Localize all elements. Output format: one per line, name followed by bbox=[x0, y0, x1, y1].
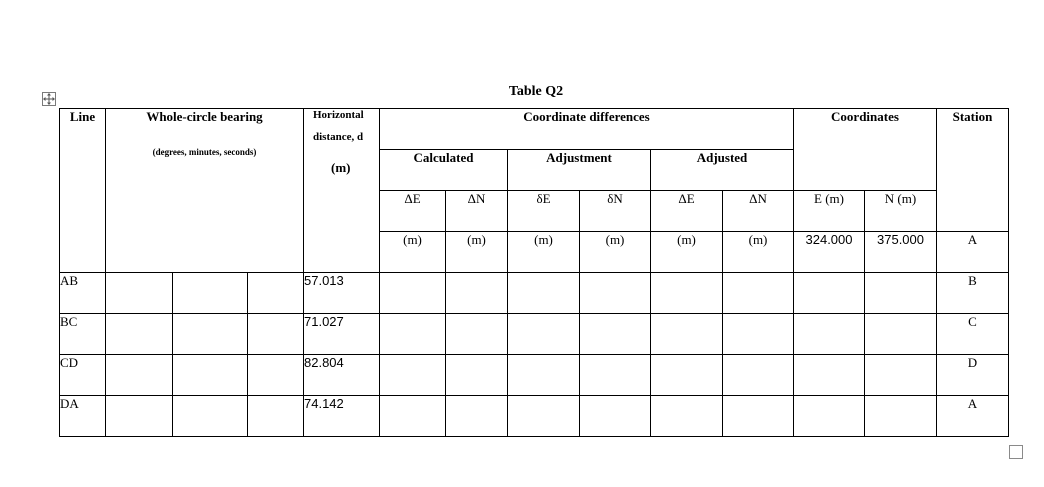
header-line: Line bbox=[60, 109, 106, 273]
bearing-min-cell[interactable] bbox=[173, 273, 248, 314]
table-resize-handle[interactable] bbox=[1009, 445, 1023, 459]
adjd-dn-cell[interactable] bbox=[723, 314, 794, 355]
unit-adj-de: (m) bbox=[508, 232, 580, 273]
calc-de-cell[interactable] bbox=[380, 314, 446, 355]
adjd-dn-cell[interactable] bbox=[723, 355, 794, 396]
coord-n-cell[interactable] bbox=[865, 396, 937, 437]
row-distance: 74.142 bbox=[304, 396, 380, 437]
adjd-de-cell[interactable] bbox=[651, 314, 723, 355]
calc-dn-cell[interactable] bbox=[446, 273, 508, 314]
header-adjd-dn: ΔN bbox=[723, 191, 794, 232]
calc-de-cell[interactable] bbox=[380, 355, 446, 396]
row-line: CD bbox=[60, 355, 106, 396]
row-distance: 82.804 bbox=[304, 355, 380, 396]
row-station: C bbox=[937, 314, 1009, 355]
header-distance-line2: distance, d bbox=[313, 131, 364, 143]
header-distance-line1: Horizontal bbox=[313, 109, 364, 121]
header-bearing-sub: (degrees, minutes, seconds) bbox=[152, 147, 257, 157]
row-station: D bbox=[937, 355, 1009, 396]
header-bearing bbox=[106, 109, 304, 273]
calc-de-cell[interactable] bbox=[380, 273, 446, 314]
adj-de-cell[interactable] bbox=[508, 355, 580, 396]
calc-dn-cell[interactable] bbox=[446, 314, 508, 355]
unit-calc-dn: (m) bbox=[446, 232, 508, 273]
header-adjusted: Adjusted bbox=[651, 150, 794, 191]
calc-dn-cell[interactable] bbox=[446, 396, 508, 437]
adj-de-cell[interactable] bbox=[508, 396, 580, 437]
bearing-sec-cell[interactable] bbox=[248, 396, 304, 437]
coord-n-cell[interactable] bbox=[865, 273, 937, 314]
coord-n-cell[interactable] bbox=[865, 355, 937, 396]
row-station: A bbox=[937, 396, 1009, 437]
table-row bbox=[60, 314, 1009, 355]
unit-calc-de: (m) bbox=[380, 232, 446, 273]
header-calc-de: ΔE bbox=[380, 191, 446, 232]
header-bearing-title: Whole-circle bearing bbox=[146, 109, 263, 124]
bearing-sec-cell[interactable] bbox=[248, 314, 304, 355]
header-coordinates: Coordinates bbox=[794, 109, 937, 191]
coord-e-cell[interactable] bbox=[794, 355, 865, 396]
coord-e-cell[interactable] bbox=[794, 396, 865, 437]
adj-dn-cell[interactable] bbox=[580, 273, 651, 314]
header-adjustment: Adjustment bbox=[508, 150, 651, 191]
table-row bbox=[60, 396, 1009, 437]
adj-dn-cell[interactable] bbox=[580, 396, 651, 437]
header-adj-de: δE bbox=[508, 191, 580, 232]
table-caption: Table Q2 bbox=[508, 84, 564, 99]
row-distance: 71.027 bbox=[304, 314, 380, 355]
row-distance: 57.013 bbox=[304, 273, 380, 314]
unit-adjd-dn: (m) bbox=[723, 232, 794, 273]
bearing-deg-cell[interactable] bbox=[106, 355, 173, 396]
start-n[interactable]: 375.000 bbox=[865, 232, 937, 273]
adjd-de-cell[interactable] bbox=[651, 396, 723, 437]
calc-de-cell[interactable] bbox=[380, 396, 446, 437]
bearing-min-cell[interactable] bbox=[173, 314, 248, 355]
coord-e-cell[interactable] bbox=[794, 273, 865, 314]
unit-adj-dn: (m) bbox=[580, 232, 651, 273]
adj-de-cell[interactable] bbox=[508, 273, 580, 314]
row-line: AB bbox=[60, 273, 106, 314]
header-adj-dn: δN bbox=[580, 191, 651, 232]
table-row bbox=[60, 355, 1009, 396]
coord-n-cell[interactable] bbox=[865, 314, 937, 355]
bearing-deg-cell[interactable] bbox=[106, 273, 173, 314]
header-distance bbox=[304, 109, 380, 273]
bearing-min-cell[interactable] bbox=[173, 396, 248, 437]
unit-adjd-de: (m) bbox=[651, 232, 723, 273]
header-n: N (m) bbox=[865, 191, 937, 232]
bearing-sec-cell[interactable] bbox=[248, 355, 304, 396]
adj-dn-cell[interactable] bbox=[580, 314, 651, 355]
row-line: DA bbox=[60, 396, 106, 437]
bearing-sec-cell[interactable] bbox=[248, 273, 304, 314]
adj-de-cell[interactable] bbox=[508, 314, 580, 355]
row-station: B bbox=[937, 273, 1009, 314]
start-e[interactable]: 324.000 bbox=[794, 232, 865, 273]
header-distance-unit: (m) bbox=[331, 160, 351, 175]
row-line: BC bbox=[60, 314, 106, 355]
adjd-dn-cell[interactable] bbox=[723, 396, 794, 437]
start-station: A bbox=[937, 232, 1009, 273]
adjd-de-cell[interactable] bbox=[651, 273, 723, 314]
calc-dn-cell[interactable] bbox=[446, 355, 508, 396]
header-coord-diff: Coordinate differences bbox=[380, 109, 794, 150]
header-calculated: Calculated bbox=[380, 150, 508, 191]
coord-e-cell[interactable] bbox=[794, 314, 865, 355]
bearing-deg-cell[interactable] bbox=[106, 314, 173, 355]
adjd-dn-cell[interactable] bbox=[723, 273, 794, 314]
bearing-min-cell[interactable] bbox=[173, 355, 248, 396]
header-e: E (m) bbox=[794, 191, 865, 232]
adjd-de-cell[interactable] bbox=[651, 355, 723, 396]
header-station: Station bbox=[937, 109, 1009, 232]
header-adjd-de: ΔE bbox=[651, 191, 723, 232]
traverse-table bbox=[59, 108, 1009, 437]
adj-dn-cell[interactable] bbox=[580, 355, 651, 396]
header-calc-dn: ΔN bbox=[446, 191, 508, 232]
table-row bbox=[60, 273, 1009, 314]
bearing-deg-cell[interactable] bbox=[106, 396, 173, 437]
